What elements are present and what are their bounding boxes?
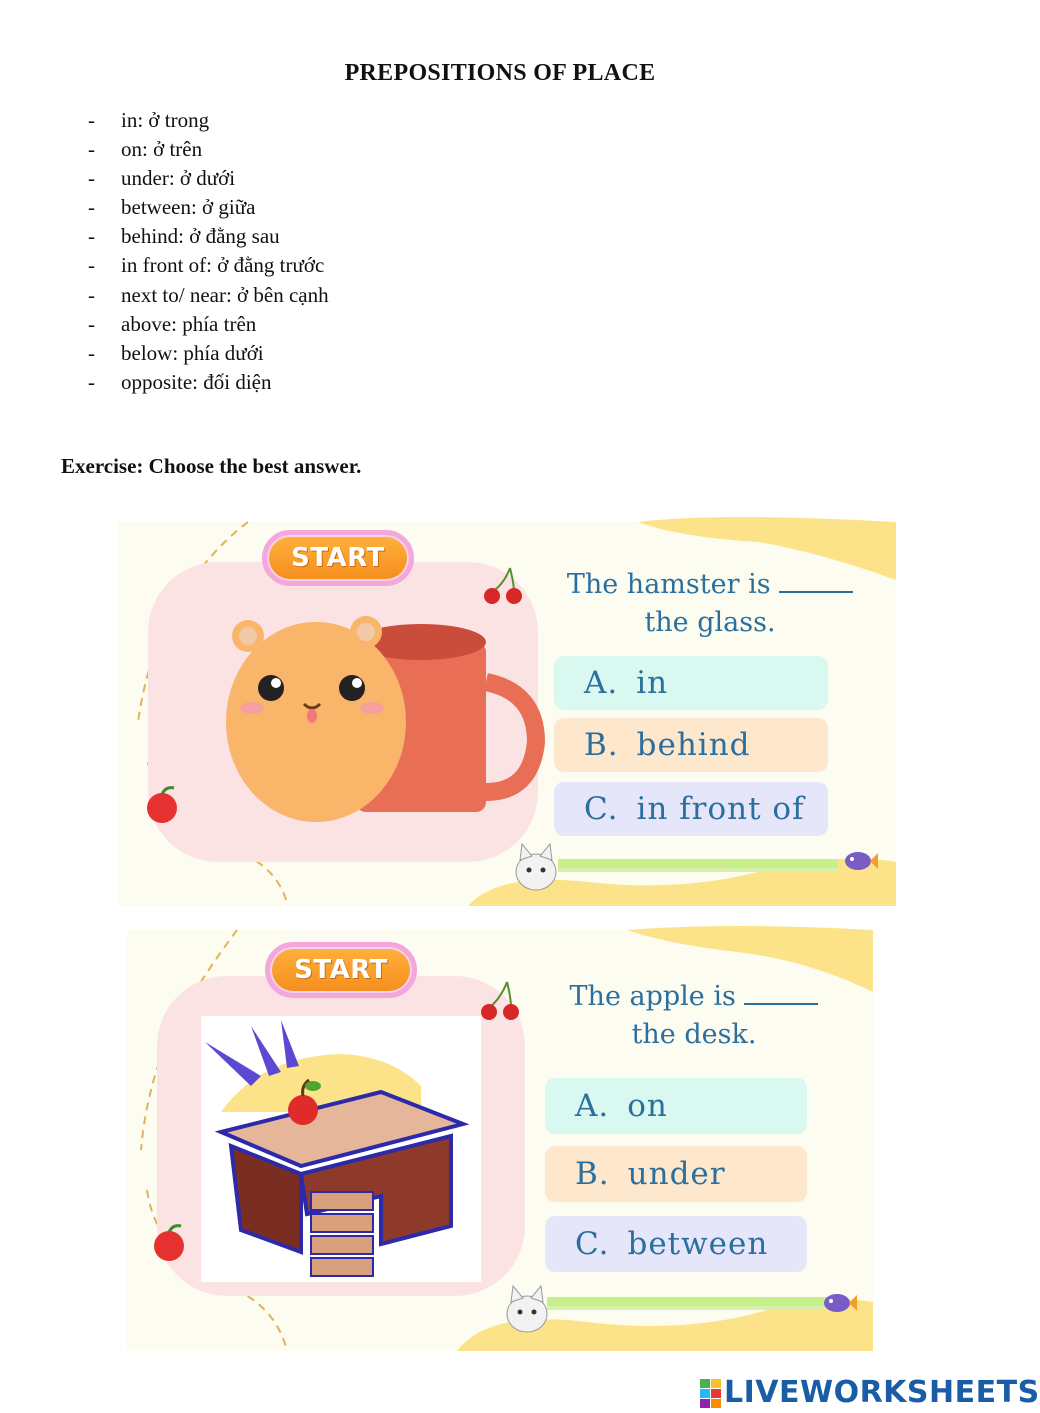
- list-item: - behind: ở đằng sau: [88, 224, 280, 249]
- answer-blank: [779, 571, 853, 593]
- fish-icon: [842, 848, 878, 874]
- option-a[interactable]: A. on: [545, 1078, 807, 1134]
- apple-icon: [149, 1222, 191, 1262]
- option-c[interactable]: C. between: [545, 1216, 807, 1272]
- exercise-heading: Exercise: Choose the best answer.: [61, 454, 362, 478]
- list-item: - in: ở trong: [88, 108, 210, 132]
- list-item: - in front of: ở đằng trước: [88, 253, 325, 278]
- list-item: - next to/ near: ở bên cạnh: [88, 282, 329, 307]
- quiz-card-hamster: [118, 522, 896, 906]
- cat-icon: [501, 1280, 553, 1336]
- start-button[interactable]: START: [262, 530, 414, 586]
- list-item: - above: phía trên: [88, 311, 257, 336]
- cherry-icon: [480, 566, 526, 606]
- cat-icon: [510, 838, 562, 894]
- list-item: - under: ở dưới: [88, 166, 236, 191]
- question-text: The hamster is the glass.: [550, 566, 870, 642]
- quiz-card-apple: [127, 930, 873, 1351]
- list-item: - below: phía dưới: [88, 340, 264, 365]
- hamster-glass-illustration: [206, 612, 506, 832]
- list-item: - on: ở trên: [88, 137, 203, 162]
- vocabulary-list: [88, 106, 329, 397]
- list-item: - between: ở giữa: [88, 195, 256, 220]
- option-b[interactable]: B. under: [545, 1146, 807, 1202]
- desk-apple-illustration: [201, 1016, 481, 1282]
- liveworksheets-logo: LIVEWORKSHEETS: [700, 1376, 1040, 1410]
- cherry-icon: [477, 980, 523, 1022]
- page-title: PREPOSITIONS OF PLACE: [344, 60, 656, 86]
- option-b[interactable]: B. behind: [554, 718, 828, 772]
- start-button[interactable]: START: [265, 942, 417, 998]
- list-item: - opposite: đối diện: [88, 369, 272, 394]
- liveworksheets-icon: [700, 1379, 722, 1409]
- option-a[interactable]: A. in: [554, 656, 828, 710]
- apple-icon: [142, 784, 184, 824]
- option-c[interactable]: C. in front of: [554, 782, 828, 836]
- answer-blank: [744, 983, 818, 1005]
- fish-icon: [821, 1290, 857, 1316]
- question-text: The apple is the desk.: [539, 978, 849, 1054]
